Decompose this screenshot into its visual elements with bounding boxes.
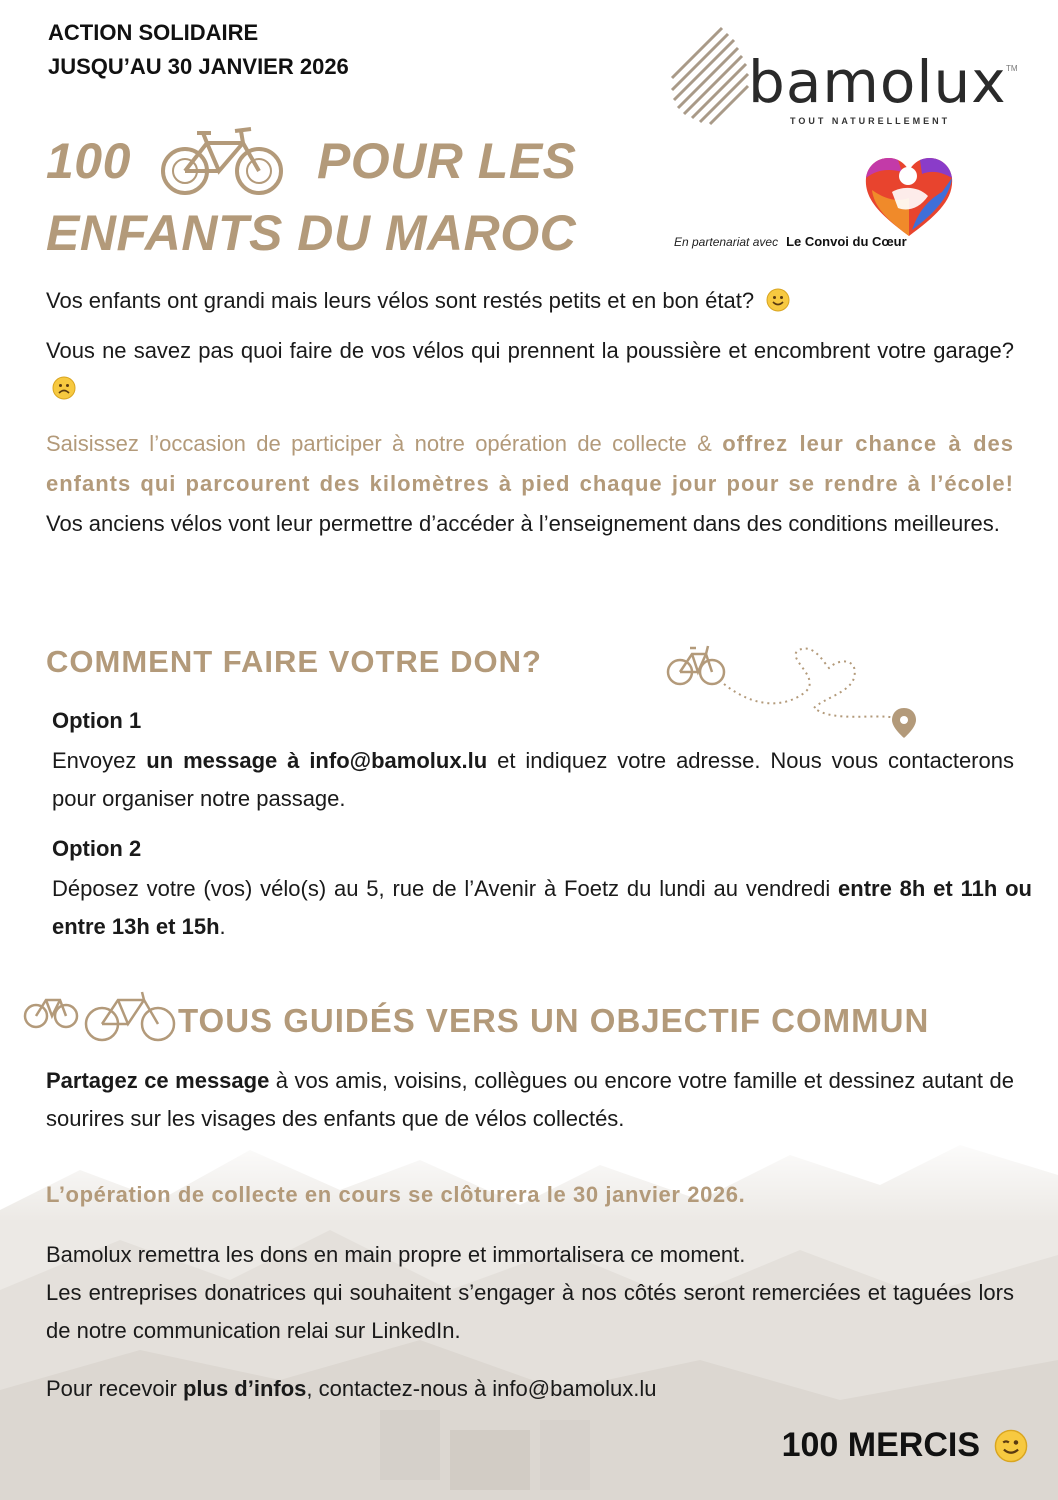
option2-b: . (219, 914, 226, 939)
title-number: 100 (46, 133, 131, 189)
title-line2: ENFANTS DU MAROC (46, 205, 577, 261)
goal-p3-b: , contactez-nous à info@bamolux.lu (306, 1376, 657, 1401)
intro-p3-gold-bold: offrez leur chance à des enfants qui parcourent des kilomètres à pied chaque jour pour se rendre à l’école! (46, 431, 1014, 496)
option1-a: Envoyez (52, 748, 147, 773)
smile-emoji-icon (766, 288, 790, 312)
brand-name: bamolux (748, 48, 1007, 116)
goal-p3-a: Pour recevoir (46, 1376, 183, 1401)
intro-p1-text: Vos enfants ont grandi mais leurs vélos sont restés petits et en bon état? (46, 288, 755, 313)
action-header (48, 16, 349, 84)
donate-heading: COMMENT FAIRE VOTRE DON? (46, 644, 542, 679)
page-title (46, 125, 577, 269)
option1-text (52, 742, 1014, 818)
thanks-text: 100 MERCIS (781, 1426, 980, 1464)
option2-text (52, 870, 1032, 946)
deadline-label: JUSQU’AU 30 JANVIER 2026 (48, 54, 349, 79)
option2-title: Option 2 (52, 836, 142, 861)
thanks-footer (782, 1426, 1028, 1465)
goal-p1-rest: à vos amis, voisins, collègues ou encore votre famille et dessinez autant de sourires sur les visages des enfants que de vélos collectés. (46, 1068, 1014, 1131)
two-bicycles-icon (22, 988, 180, 1044)
intro-p1 (46, 282, 1014, 320)
partner-line (674, 234, 907, 249)
intro-p3-rest: Vos anciens vélos vont leur permettre d’accéder à l’enseignement dans des conditions meilleures. (46, 511, 1000, 536)
wink-emoji-icon (994, 1429, 1028, 1463)
option2-a: Déposez votre (vos) vélo(s) au 5, rue de l’Avenir à Foetz du lundi au vendredi (52, 876, 839, 901)
goal-p2-line2: Les entreprises donatrices qui souhaitent s’engager à nos côtés seront remerciées et taguées lors de notre communication relai sur LinkedIn. (46, 1280, 1014, 1343)
brand-trademark: TM (1006, 64, 1018, 73)
bicycle-icon (157, 125, 287, 197)
intro-p2 (46, 332, 1014, 408)
goal-closing: L’opération de collecte en cours se clôturera le 30 janvier 2026. (46, 1182, 746, 1207)
brand-tagline: TOUT NATURELLEMENT (790, 116, 951, 126)
intro-p2-text: Vous ne savez pas quoi faire de vos vélos qui prennent la poussière et encombrent votre garage? (46, 338, 1014, 363)
bike-route-heart-icon (664, 638, 924, 738)
goal-p2 (46, 1236, 1014, 1350)
convoi-du-coeur-heart-logo (862, 152, 956, 238)
goal-p1 (46, 1062, 1014, 1138)
partner-prefix: En partenariat avec (674, 235, 779, 249)
intro-p3 (46, 424, 1014, 544)
sad-emoji-icon (52, 376, 76, 400)
goal-p2-line1: Bamolux remettra les dons en main propre et immortalisera ce moment. (46, 1242, 746, 1267)
option2-bold: entre 8h et 11h ou entre 13h et 15h (52, 876, 1032, 939)
goal-heading: TOUS GUIDÉS VERS UN OBJECTIF COMMUN (178, 1002, 930, 1039)
title-part2: POUR LES (316, 133, 577, 189)
goal-p3-bold: plus d’infos (182, 1376, 307, 1401)
goal-p1-bold: Partagez ce message (46, 1068, 270, 1093)
action-label: ACTION SOLIDAIRE (48, 20, 259, 45)
partner-name: Le Convoi du Cœur (786, 234, 907, 249)
option1-b: et indiquez votre adresse. Nous vous contacterons pour organiser notre passage. (52, 748, 1014, 811)
intro-p3-gold: Saisissez l’occasion de participer à notre opération de collecte & (46, 431, 723, 456)
option1-title: Option 1 (52, 708, 142, 733)
goal-p3 (46, 1370, 1014, 1408)
option1-bold: un message à info@bamolux.lu (146, 748, 488, 773)
